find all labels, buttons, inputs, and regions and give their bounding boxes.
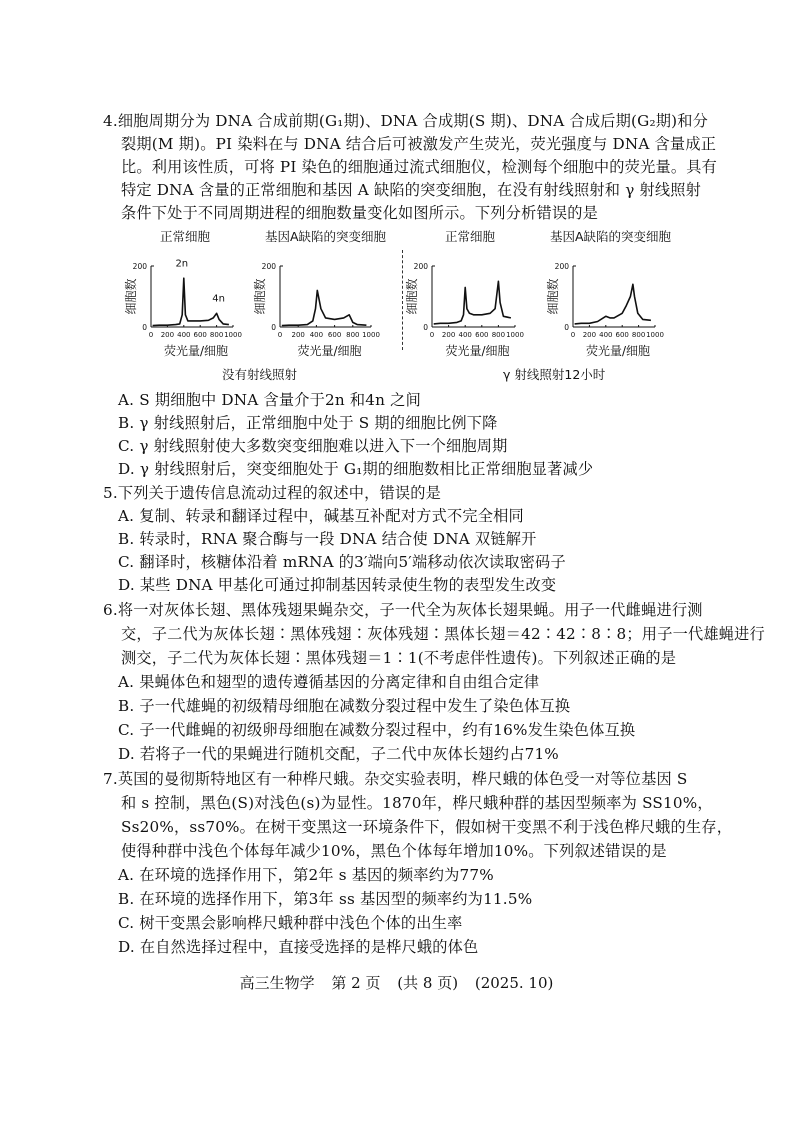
chart-2-xtick-label: 1000 (362, 331, 380, 339)
q4-stem-line-1: 4.细胞周期分为 DNA 合成前期(G₁期)、DNA 合成期(S 期)、DNA 合成后期(G₂期)和分 (103, 112, 709, 130)
q4-stem-line-3: 比。利用该性质，可将 PI 染色的细胞通过流式细胞仪，检测每个细胞中的荧光量。具有 (121, 158, 718, 176)
chart-2-xtick-label: 200 (291, 331, 305, 339)
q7-stem-line-1: 7.英国的曼彻斯特地区有一种桦尺蛾。杂交实验表明，桦尺蛾的体色受一对等位基因 S (103, 770, 688, 788)
q5-option-d[interactable]: D. 某些 DNA 甲基化可通过抑制基因转录使生物的表型发生改变 (118, 576, 557, 594)
chart-4-xtick-label: 200 (582, 331, 597, 339)
q6-option-d[interactable]: D. 若将子一代的果蝇进行随机交配，子二代中灰体长翅约占71% (118, 745, 559, 763)
footer-total: (共 8 页) (397, 974, 459, 992)
chart-2-xlabel: 荧光量/细胞 (297, 344, 362, 358)
q4-stem-line-5: 条件下处于不同周期进程的细胞数量变化如图所示。下列分析错误的是 (121, 204, 599, 222)
chart-4-ylabel: 细胞数 (546, 278, 560, 315)
q6-stem-line-3: 测交，子二代为灰体长翅∶黑体残翅＝1∶1(不考虑伴性遗传)。下列叙述正确的是 (121, 649, 677, 667)
chart-3-xtick-label: 200 (441, 331, 456, 339)
chart-3-xtick-label: 400 (458, 331, 472, 339)
chart-1-xtick-label: 200 (160, 331, 175, 339)
chart-1-annotation-4n: 4n (212, 293, 225, 305)
chart-2-ytick-label: 0 (271, 323, 276, 332)
chart-2-ylabel: 细胞数 (253, 278, 267, 315)
chart-1-xtick-label: 600 (193, 331, 207, 339)
q5-option-b[interactable]: B. 转录时，RNA 聚合酶与一段 DNA 结合使 DNA 双链解开 (118, 530, 537, 548)
chart-4-xtick-label: 1000 (646, 331, 664, 339)
chart-2-ytick-label: 200 (261, 262, 276, 271)
footer-page: 第 2 页 (331, 974, 381, 992)
chart-4-xtick-label: 800 (631, 331, 646, 339)
chart-3-series-line (434, 281, 511, 324)
caption-no-radiation: 没有射线照射 (222, 367, 298, 382)
chart-2-xtick-label: 400 (309, 331, 324, 339)
chart-3-xtick-label: 600 (475, 331, 489, 339)
chart-3-xtick-label: 800 (491, 331, 506, 339)
page-footer (0, 972, 793, 993)
chart-3-ytick-label: 200 (413, 262, 428, 271)
q4-option-d[interactable]: D. γ 射线照射后，突变细胞处于 G₁期的细胞数相比正常细胞显著减少 (118, 460, 594, 478)
chart-2-series-line (282, 290, 367, 325)
chart-3-title: 正常细胞 (445, 229, 496, 244)
q4-stem-line-4: 特定 DNA 含量的正常细胞和基因 A 缺陷的突变细胞，在没有射线照射和 γ 射线照射 (121, 181, 702, 199)
q7-option-c[interactable]: C. 树干变黑会影响桦尺蛾种群中浅色个体的出生率 (118, 914, 463, 932)
chart-1-title: 正常细胞 (160, 229, 211, 244)
q7-option-a[interactable]: A. 在环境的选择作用下，第2年 s 基因的频率约为77% (118, 866, 494, 884)
chart-1-xtick-label: 400 (177, 331, 191, 339)
q7-stem-line-4: 使得种群中浅色个体每年减少10%，黑色个体每年增加10%。下列叙述错误的是 (121, 842, 667, 860)
chart-3-xtick-label: 0 (429, 331, 435, 339)
chart-2-xtick-label: 600 (327, 331, 342, 339)
q6-option-b[interactable]: B. 子一代雄蝇的初级精母细胞在减数分裂过程中发生了染色体互换 (118, 697, 571, 715)
q6-option-a[interactable]: A. 果蝇体色和翅型的遗传遵循基因的分离定律和自由组合定律 (118, 673, 540, 691)
footer-subject: 高三生物学 (239, 974, 315, 992)
chart-1-xtick-label: 0 (148, 331, 154, 339)
chart-4-ytick-label: 0 (564, 323, 569, 332)
chart-4-series-line (575, 284, 651, 324)
chart-1-annotation-2n: 2n (175, 258, 189, 270)
q4-stem-line-2: 裂期(M 期)。PI 染料在与 DNA 结合后可被激发产生荧光，荧光强度与 DNA 含量成正 (121, 135, 717, 153)
q7-option-b[interactable]: B. 在环境的选择作用下，第3年 ss 基因型的频率约为11.5% (118, 890, 533, 908)
chart-4-xlabel: 荧光量/细胞 (585, 344, 651, 358)
chart-4-xtick-label: 400 (599, 331, 613, 339)
chart-3-ytick-label: 0 (423, 323, 428, 332)
chart-2-xtick-label: 800 (346, 331, 360, 339)
q5-option-a[interactable]: A. 复制、转录和翻译过程中，碱基互补配对方式不完全相同 (118, 507, 524, 525)
chart-2-title: 基因A缺陷的突变细胞 (265, 229, 387, 244)
chart-2-xtick-label: 0 (277, 331, 283, 339)
figure-divider (402, 250, 403, 350)
q6-stem-line-2: 交，子二代为灰体长翅∶黑体残翅∶灰体残翅∶黑体长翅＝42∶42∶8∶8；用子一代雄蝇进行 (121, 625, 765, 643)
chart-1-ytick-label: 0 (142, 323, 147, 332)
caption-gamma-radiation: γ 射线照射12小时 (503, 367, 606, 382)
q4-option-a[interactable]: A. S 期细胞中 DNA 含量介于2n 和4n 之间 (118, 391, 421, 409)
chart-1-series-line (153, 278, 229, 325)
footer-date: (2025. 10) (474, 974, 554, 992)
chart-1-ytick-label: 200 (132, 262, 147, 271)
chart-4-xtick-label: 600 (615, 331, 629, 339)
q7-stem-line-3: Ss20%，ss70%。在树干变黑这一环境条件下，假如树干变黑不利于浅色桦尺蛾的生存， (121, 818, 733, 836)
chart-3-xtick-label: 1000 (506, 331, 524, 339)
chart-4-title: 基因A缺陷的突变细胞 (550, 229, 672, 244)
q5-option-c[interactable]: C. 翻译时，核糖体沿着 mRNA 的3′端向5′端移动依次读取密码子 (118, 553, 566, 571)
chart-3-ylabel: 细胞数 (405, 278, 419, 315)
chart-1-ylabel: 细胞数 (124, 278, 138, 315)
q5-stem: 5.下列关于遗传信息流动过程的叙述中，错误的是 (103, 484, 442, 502)
q7-option-d[interactable]: D. 在自然选择过程中，直接受选择的是桦尺蛾的体色 (118, 938, 479, 956)
q4-option-b[interactable]: B. γ 射线照射后，正常细胞中处于 S 期的细胞比例下降 (118, 414, 498, 432)
chart-1-xtick-label: 1000 (224, 331, 242, 339)
q7-stem-line-2: 和 s 控制，黑色(S)对浅色(s)为显性。1870年，桦尺蛾种群的基因型频率为 SS10%， (121, 794, 713, 812)
q6-stem-line-1: 6.将一对灰体长翅、黑体残翅果蝇杂交，子一代全为灰体长翅果蝇。用子一代雌蝇进行测 (103, 601, 703, 619)
chart-1-xtick-label: 800 (209, 331, 224, 339)
q4-option-c[interactable]: C. γ 射线照射使大多数突变细胞难以进入下一个细胞周期 (118, 437, 508, 455)
chart-1-xlabel: 荧光量/细胞 (163, 344, 229, 358)
chart-3-xlabel: 荧光量/细胞 (445, 344, 510, 358)
chart-4-xtick-label: 0 (570, 331, 576, 339)
q6-option-c[interactable]: C. 子一代雌蝇的初级卵母细胞在减数分裂过程中，约有16%发生染色体互换 (118, 721, 636, 739)
chart-4-ytick-label: 200 (554, 262, 569, 271)
